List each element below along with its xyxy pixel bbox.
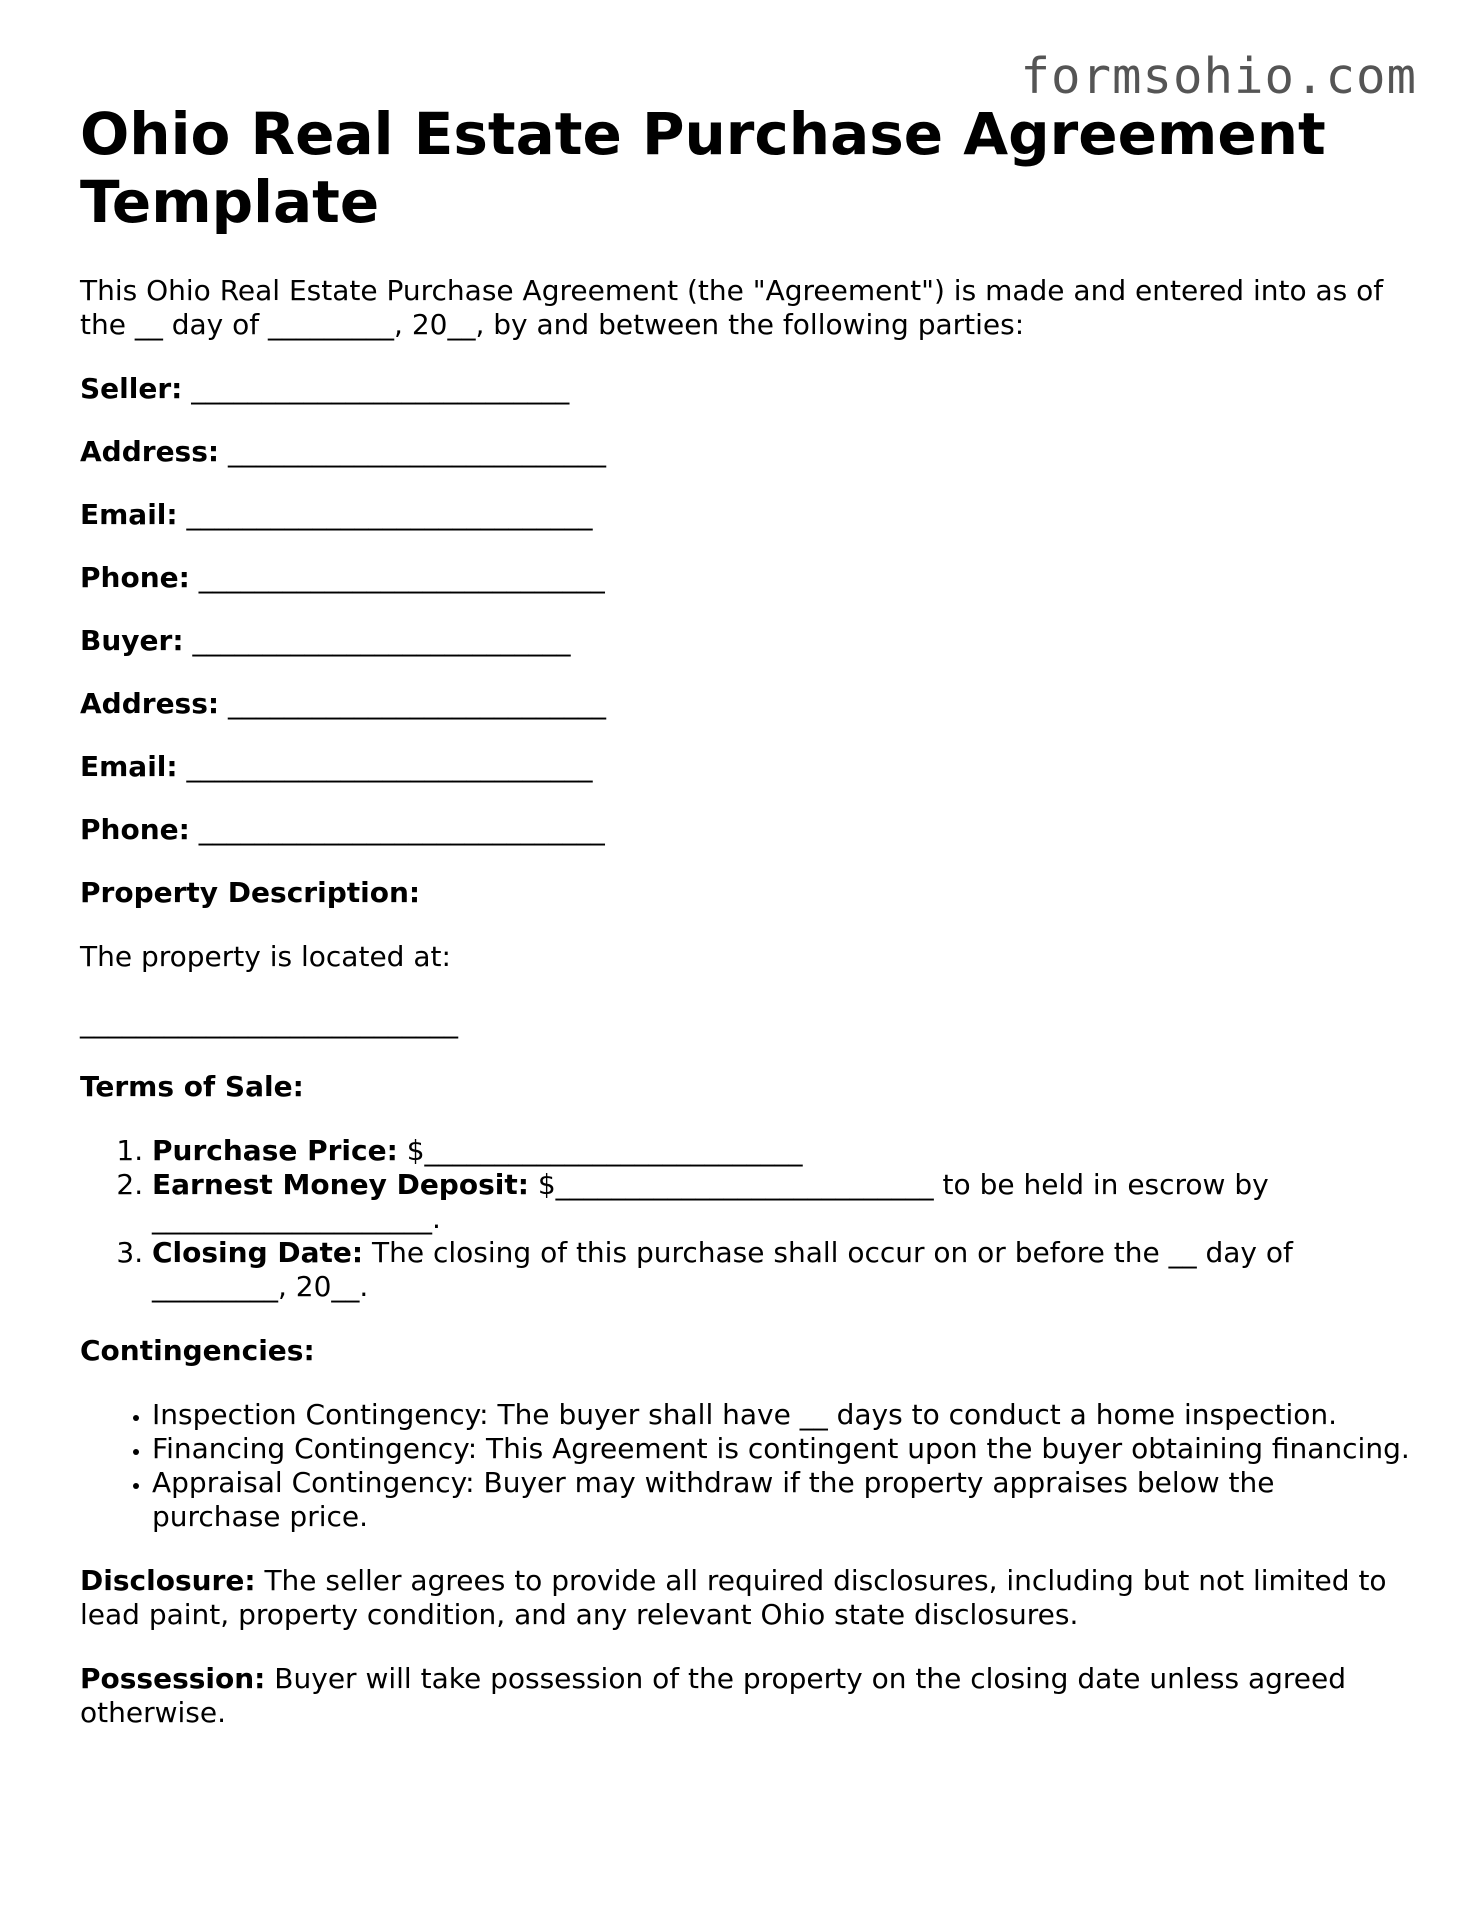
terms-item-label: Closing Date: xyxy=(152,1236,364,1269)
buyer-phone-blank: _____________________________ xyxy=(198,813,605,846)
terms-item-earnest-money xyxy=(152,1168,1410,1236)
property-heading xyxy=(80,876,1410,910)
seller-name-field xyxy=(80,372,1410,406)
buyer-address-blank: ___________________________ xyxy=(228,687,606,720)
seller-email-blank: _____________________________ xyxy=(186,498,593,531)
terms-item-text: $___________________________ to be held in escrow by ____________________. xyxy=(152,1168,1269,1235)
buyer-phone-label: Phone: xyxy=(80,813,190,846)
seller-address-label: Address: xyxy=(80,435,220,468)
document-page xyxy=(80,100,1410,1760)
buyer-phone-field xyxy=(80,813,1410,847)
buyer-name-label: Buyer: xyxy=(80,624,184,657)
contingencies-list xyxy=(80,1398,1410,1534)
terms-heading xyxy=(80,1070,1410,1104)
terms-heading-text: Terms of Sale: xyxy=(80,1070,304,1103)
terms-item-closing-date xyxy=(152,1236,1410,1304)
seller-phone-field xyxy=(80,561,1410,595)
seller-name-label: Seller: xyxy=(80,372,183,405)
buyer-email-label: Email: xyxy=(80,750,178,783)
watermark: formsohio.com xyxy=(1020,48,1417,105)
contingency-inspection: • Inspection Contingency: The buyer shall have __ days to conduct a home inspection. xyxy=(152,1398,1410,1432)
page-title: Ohio Real Estate Purchase Agreement Template xyxy=(80,100,1326,236)
buyer-email-blank: _____________________________ xyxy=(186,750,593,783)
terms-item-text: $___________________________ xyxy=(397,1134,803,1167)
intro-paragraph: This Ohio Real Estate Purchase Agreement (the "Agreement") is made and entered into as of the __ day of _________, 20__, by and between the following parties: xyxy=(80,274,1384,341)
seller-phone-blank: _____________________________ xyxy=(198,561,605,594)
seller-address-blank: ___________________________ xyxy=(228,435,606,468)
possession-text: Buyer will take possession of the property on the closing date unless agreed otherwise. xyxy=(80,1662,1347,1729)
terms-item-text: The closing of this purchase shall occur on or before the __ day of _________, 20__. xyxy=(152,1236,1293,1303)
property-blank: ___________________________ xyxy=(80,1006,458,1039)
buyer-address-field xyxy=(80,687,1410,721)
possession-paragraph xyxy=(80,1662,1410,1730)
contingencies-heading-text: Contingencies: xyxy=(80,1334,315,1367)
terms-item-purchase-price xyxy=(152,1134,1410,1168)
property-located-text: The property is located at: xyxy=(80,940,451,973)
disclosure-label: Disclosure: xyxy=(80,1564,256,1597)
property-heading-text: Property Description: xyxy=(80,876,421,909)
disclosure-text: The seller agrees to provide all required disclosures, including but not limited to lead paint, property condition, and any relevant Ohio state disclosures. xyxy=(80,1564,1387,1631)
seller-email-label: Email: xyxy=(80,498,178,531)
buyer-address-label: Address: xyxy=(80,687,220,720)
seller-name-blank: ___________________________ xyxy=(191,372,570,405)
seller-email-field xyxy=(80,498,1410,532)
terms-item-label: Purchase Price: xyxy=(152,1134,398,1167)
possession-label: Possession: xyxy=(80,1662,266,1695)
seller-address-field xyxy=(80,435,1410,469)
contingency-appraisal: • Appraisal Contingency: Buyer may withdraw if the property appraises below the purchase price. xyxy=(152,1466,1410,1534)
terms-list xyxy=(80,1134,1410,1304)
seller-phone-label: Phone: xyxy=(80,561,190,594)
contingencies-heading xyxy=(80,1334,1410,1368)
contingency-financing: • Financing Contingency: This Agreement is contingent upon the buyer obtaining financing. xyxy=(152,1432,1410,1466)
buyer-name-field xyxy=(80,624,1410,658)
terms-item-label: Earnest Money Deposit: xyxy=(152,1168,529,1201)
disclosure-paragraph xyxy=(80,1564,1410,1632)
buyer-name-blank: ___________________________ xyxy=(192,624,571,657)
buyer-email-field xyxy=(80,750,1410,784)
